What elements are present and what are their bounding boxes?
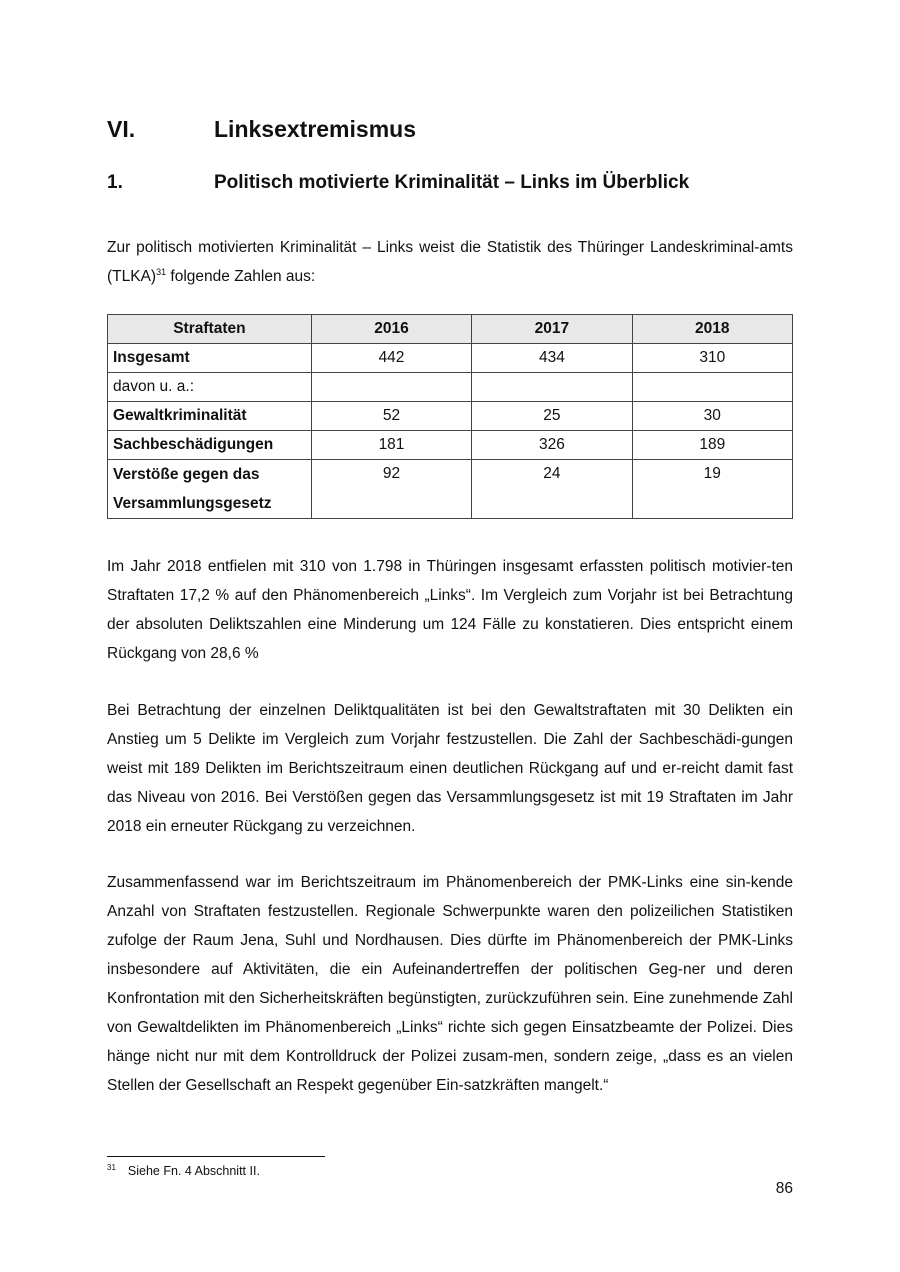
- row-label: Sachbeschädigungen: [108, 431, 312, 460]
- page-number: 86: [775, 1180, 793, 1197]
- table-cell: 25: [472, 402, 632, 431]
- table-header-cell: 2018: [632, 315, 792, 344]
- body-paragraph: Bei Betrachtung der einzelnen Deliktqualitäten ist bei den Gewaltstraftaten mit 30 Delikten ein Anstieg um 5 Delikte im Vergleich zum Vorjahr festzustellen. Die Zahl der Sachbeschädi-gungen weist mit 189 Delikten im Berichtszeitraum einen deutlichen Rückgang auf und er-reicht damit fast das Niveau von 2016. Bei Verstößen gegen das Versammlungsgesetz ist mit 19 Straftaten im Jahr 2018 ein erneuter Rückgang zu verzeichnen.: [107, 702, 793, 835]
- intro-text-end: folgende Zahlen aus:: [166, 268, 316, 285]
- table-header-cell: 2016: [311, 315, 471, 344]
- body-paragraph: Im Jahr 2018 entfielen mit 310 von 1.798 in Thüringen insgesamt erfassten politisch motivier-ten Straftaten 17,2 % auf den Phänomenbereich „Links“. Im Vergleich zum Vorjahr ist bei Betrachtung der absoluten Deliktszahlen eine Minderung um 124 Fälle zu konstatieren. Dies entspricht einem Rückgang von 28,6 %: [107, 558, 793, 662]
- table-cell: 189: [632, 431, 792, 460]
- section-heading: [107, 172, 689, 194]
- statistics-table: [107, 314, 793, 519]
- table-row: [108, 344, 793, 373]
- table-row: [108, 373, 793, 402]
- table-header-cell: Straftaten: [108, 315, 312, 344]
- table-cell: [632, 373, 792, 402]
- table-header-row: [108, 315, 793, 344]
- section-number: 1.: [107, 172, 123, 193]
- intro-paragraph: [107, 233, 793, 291]
- footnote: [107, 1163, 260, 1178]
- table-row: [108, 402, 793, 431]
- table-cell: [472, 373, 632, 402]
- table-cell: 92: [311, 460, 471, 519]
- table-cell: 310: [632, 344, 792, 373]
- table-cell: 326: [472, 431, 632, 460]
- table-cell: 442: [311, 344, 471, 373]
- intro-text: Zur politisch motivierten Kriminalität – Links weist die Statistik des Thüringer Landeskriminal-amts (TLKA): [107, 239, 793, 285]
- table-row: [108, 431, 793, 460]
- row-label: davon u. a.:: [108, 373, 312, 402]
- table-cell: 24: [472, 460, 632, 519]
- footnote-reference: 31: [156, 267, 167, 277]
- table-cell: 19: [632, 460, 792, 519]
- chapter-number: VI.: [107, 116, 136, 142]
- row-label: Insgesamt: [108, 344, 312, 373]
- body-paragraph: Zusammenfassend war im Berichtszeitraum im Phänomenbereich der PMK-Links eine sin-kende Anzahl von Straftaten festzustellen. Regionale Schwerpunkte waren den polizeilichen Statistiken zufolge der Raum Jena, Suhl und Nordhausen. Dies dürfte im Phänomenbereich der PMK-Links insbesondere auf Aktivitäten, die ein Aufeinandertreffen der politischen Geg-ner und deren Konfrontation mit den Sicherheitskräften begünstigten, zurückzuführen sein. Eine zunehmende Zahl von Gewaltdelikten im Phänomenbereich „Links“ richte sich gegen Einsatzbeamte der Polizei. Dies hänge nicht nur mit dem Kontrolldruck der Polizei zusam-men, sondern zeige, „dass es an vielen Stellen der Gesellschaft an Respekt gegenüber Ein-satzkräften mangelt.“: [107, 874, 793, 1094]
- footnote-text: Siehe Fn. 4 Abschnitt II.: [127, 1164, 260, 1178]
- table-cell: 181: [311, 431, 471, 460]
- table-cell: [311, 373, 471, 402]
- footnote-divider: [107, 1156, 325, 1157]
- row-label: Gewaltkriminalität: [108, 402, 312, 431]
- row-label: Verstöße gegen das Versammlungsgesetz: [108, 460, 312, 519]
- table-cell: 52: [311, 402, 471, 431]
- footnote-number: 31: [107, 1163, 116, 1172]
- table-row: [108, 460, 793, 519]
- table-cell: 30: [632, 402, 792, 431]
- chapter-title: Linksextremismus: [214, 116, 416, 142]
- section-title: Politisch motivierte Kriminalität – Links im Überblick: [214, 172, 690, 193]
- table-cell: 434: [472, 344, 632, 373]
- table-header-cell: 2017: [472, 315, 632, 344]
- chapter-heading: [107, 116, 416, 143]
